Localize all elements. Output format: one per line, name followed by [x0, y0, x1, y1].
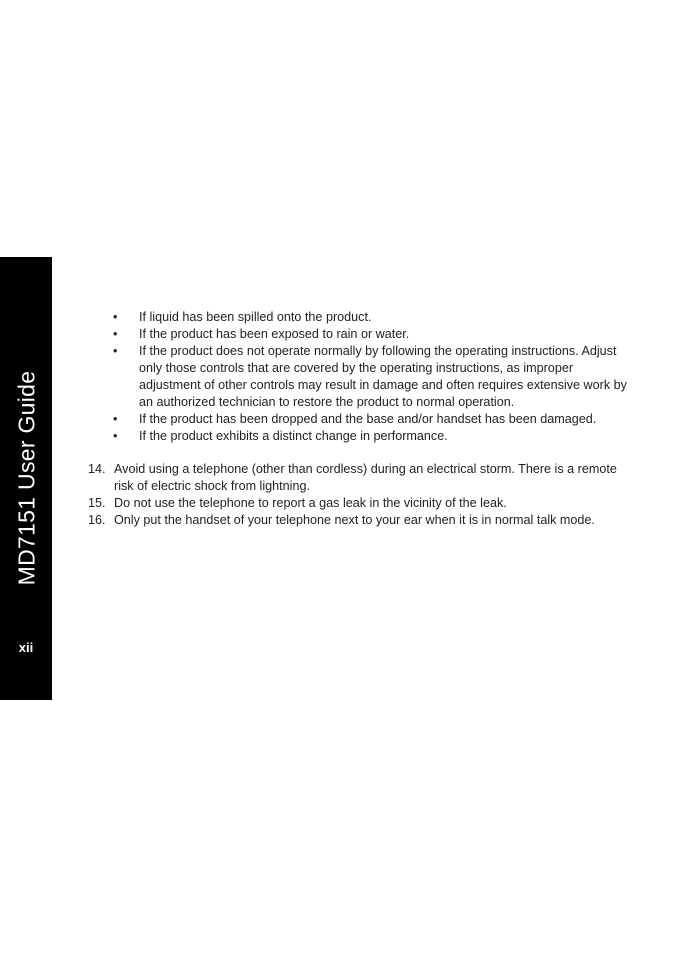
bullet-marker: • — [113, 344, 118, 358]
bullet-text: If the product exhibits a distinct change in performance. — [139, 429, 448, 443]
page-number: xii — [18, 640, 34, 655]
item-number: 16. — [88, 513, 106, 527]
bullet-text: If the product has been exposed to rain or water. — [139, 327, 410, 341]
bullet-marker: • — [113, 429, 118, 443]
list-item — [88, 428, 636, 445]
item-text: Avoid using a telephone (other than cordless) during an electrical storm. There is a remote risk of electric shock from lightning. — [114, 462, 617, 493]
bullet-list — [88, 309, 636, 445]
page-content — [88, 309, 636, 529]
list-item — [88, 512, 636, 529]
list-item — [88, 326, 636, 343]
list-item — [88, 461, 636, 495]
bullet-marker: • — [113, 310, 118, 324]
bullet-marker: • — [113, 412, 118, 426]
item-text: Do not use the telephone to report a gas leak in the vicinity of the leak. — [114, 496, 507, 510]
guide-title: MD7151 User Guide — [13, 370, 40, 586]
item-number: 15. — [88, 496, 106, 510]
item-text: Only put the handset of your telephone next to your ear when it is in normal talk mode. — [114, 513, 595, 527]
bullet-text: If the product has been dropped and the base and/or handset has been damaged. — [139, 412, 597, 426]
list-item — [88, 411, 636, 428]
list-item — [88, 343, 636, 411]
bullet-text: If the product does not operate normally by following the operating instructions. Adjust only those controls that are covered by the operating instructions, as improper adjustment of other controls may result in damage and often requires extensive work by an authorized technician to restore the product to normal operation. — [139, 344, 627, 409]
numbered-list — [88, 461, 636, 529]
list-item — [88, 309, 636, 326]
bullet-marker: • — [113, 327, 118, 341]
item-number: 14. — [88, 462, 106, 476]
list-item — [88, 495, 636, 512]
bullet-text: If liquid has been spilled onto the product. — [139, 310, 372, 324]
